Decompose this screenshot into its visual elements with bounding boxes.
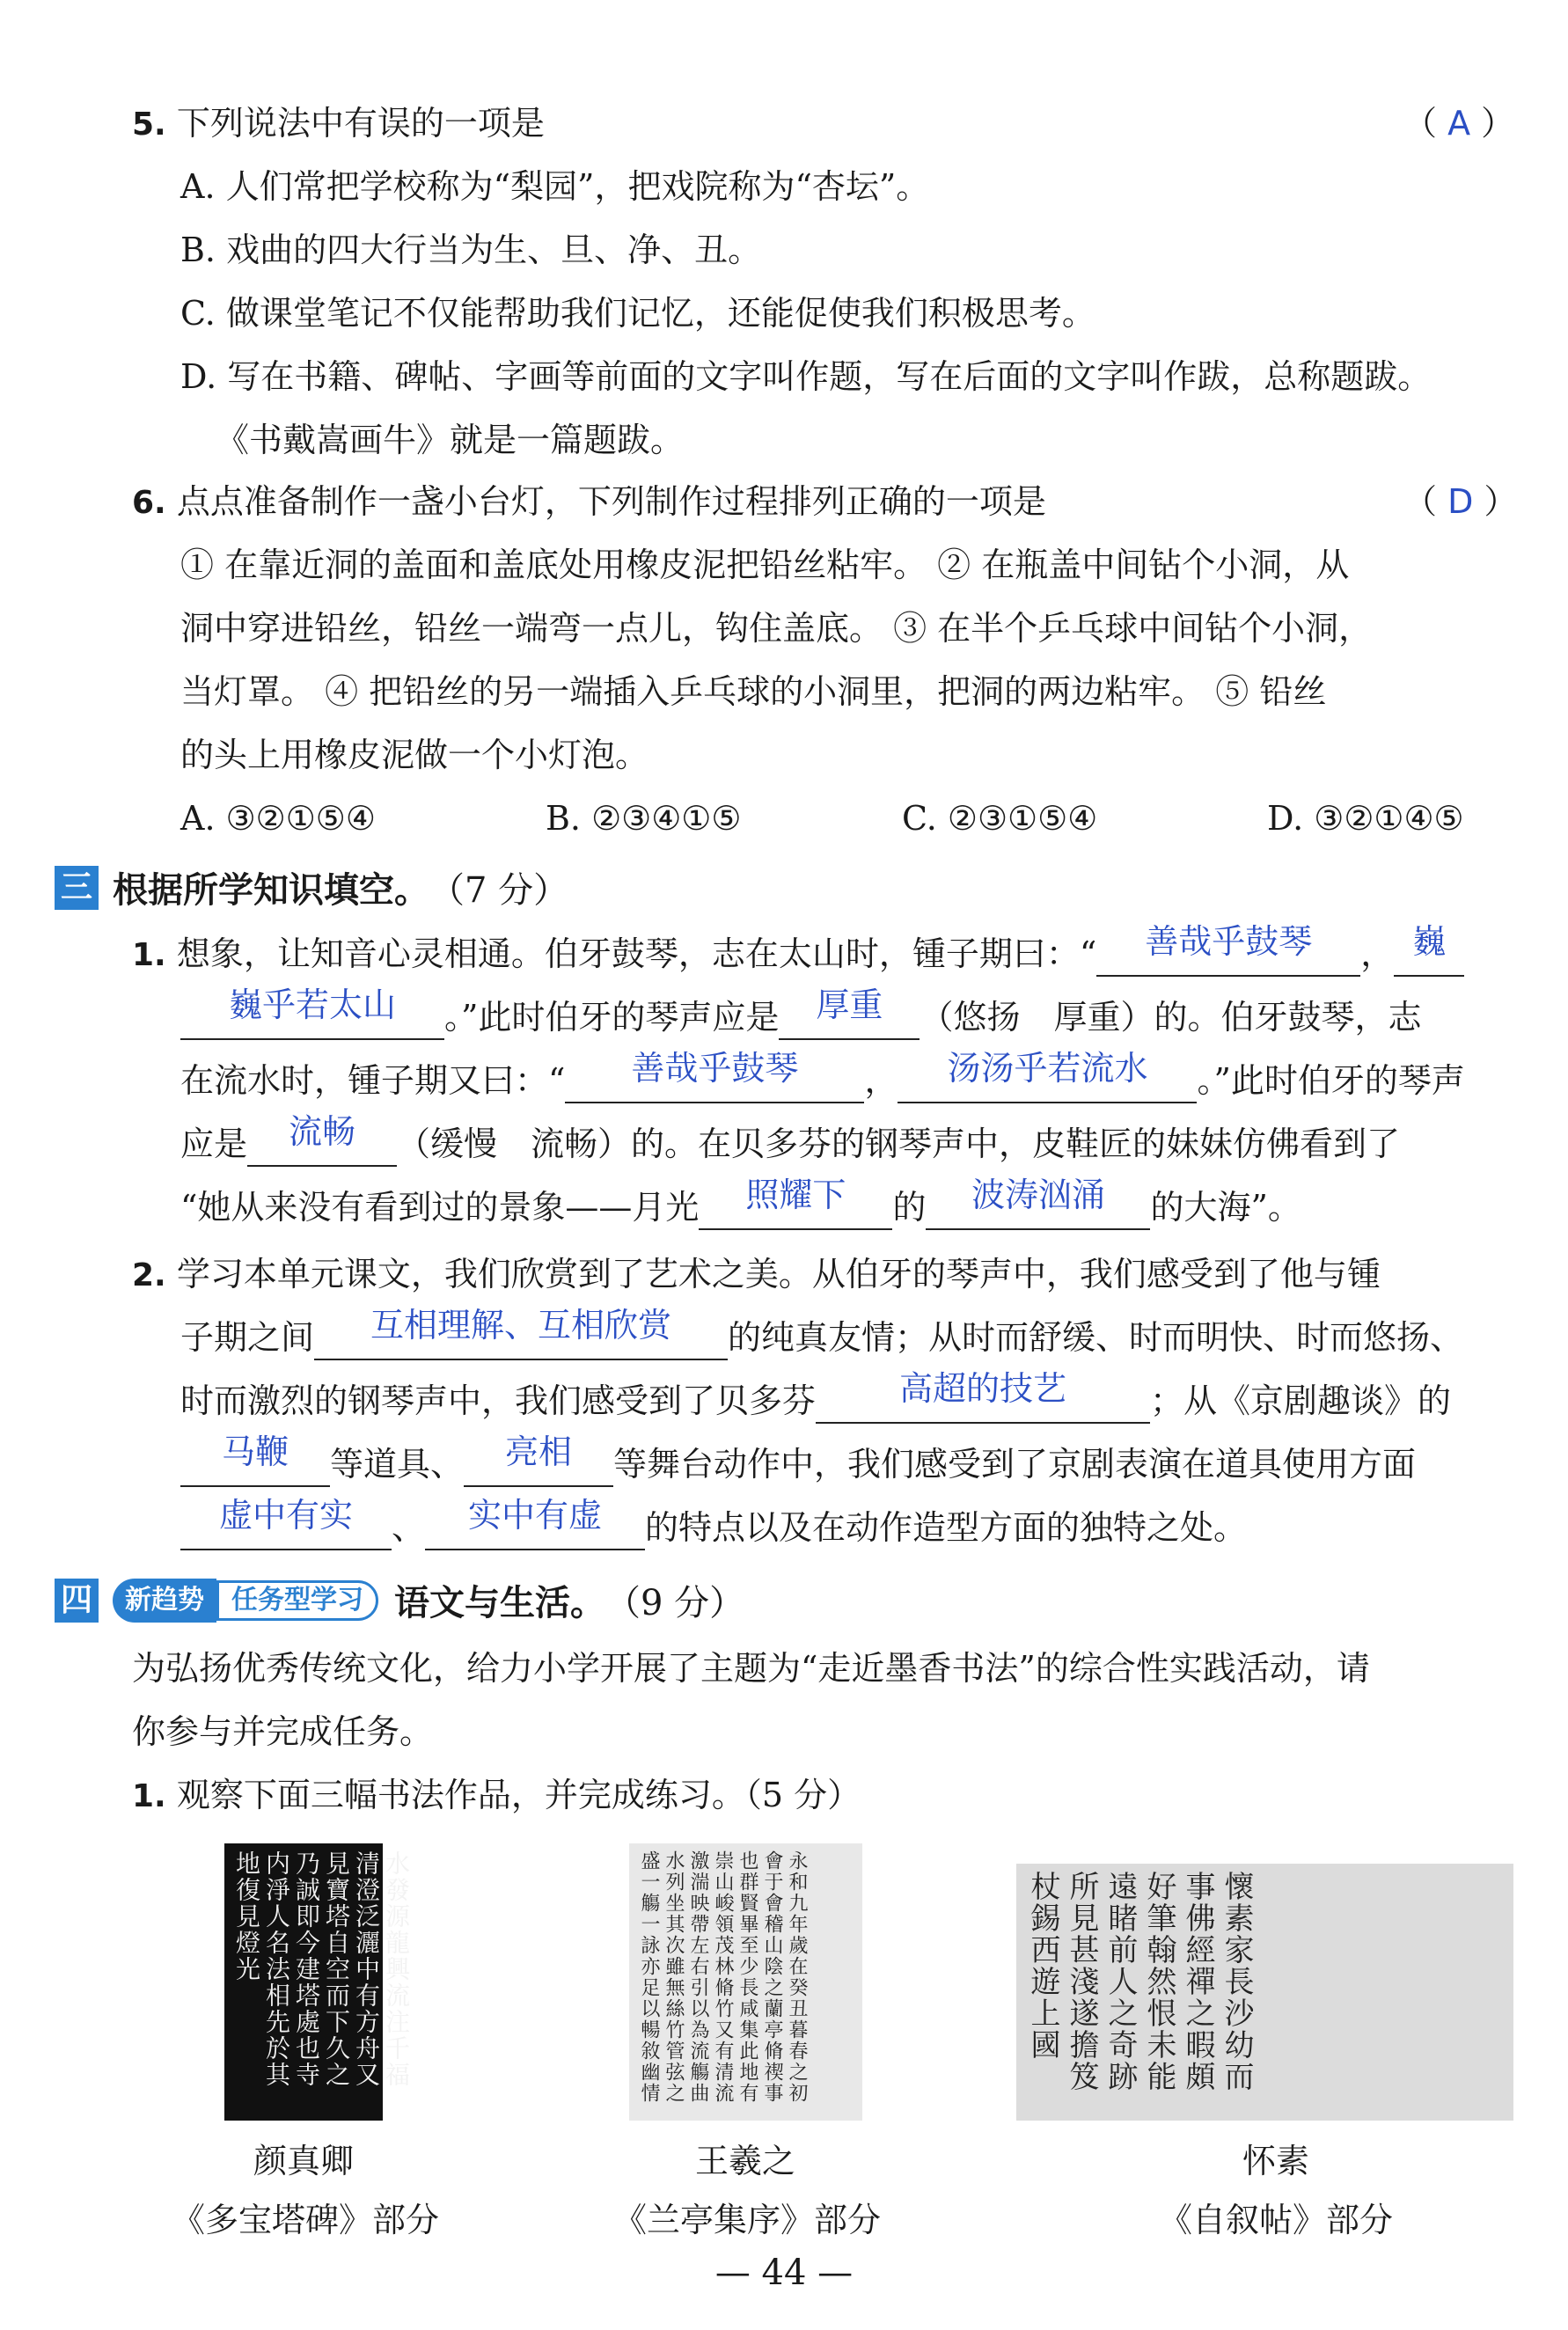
fill-blank[interactable]	[1394, 922, 1464, 977]
section4-number: 四	[55, 1579, 99, 1623]
q6-stem-text: 点点准备制作一盏小台灯，下列制作过程排列正确的一项是	[176, 482, 1046, 521]
calligraphy-image-lanting	[629, 1843, 862, 2121]
fill-blank[interactable]	[180, 1496, 392, 1550]
q5-number: 5.	[132, 106, 166, 143]
section3-title: 根据所学知识填空。	[113, 870, 429, 911]
q6-answer: D	[1447, 482, 1474, 521]
q5-stem	[132, 99, 545, 150]
s3-q2-text: 等舞台动作中，我们感受到了京剧表演在道具使用方面	[613, 1445, 1417, 1484]
blank-answer: 善哉乎鼓琴	[1145, 922, 1313, 961]
s3-q1-text: ，	[864, 1061, 898, 1100]
blank-answer: 波涛汹涌	[971, 1176, 1105, 1214]
fill-blank[interactable]	[816, 1369, 1150, 1424]
task-badge: 任务型学习	[216, 1580, 378, 1621]
calligraphy-chars: 懷素家長沙幼而事佛經禪之暇頗好筆翰然恨未能遠睹前人之奇跡所見甚淺遂擔笈杖錫西遊上國	[1025, 1871, 1254, 2092]
s3-q1-text: 想象，让知音心灵相通。伯牙鼓琴，志在太山时，锺子期曰：“	[176, 934, 1097, 973]
s4-q1-number: 1.	[132, 1778, 166, 1814]
work-title: 《自叙帖》部分	[1158, 2201, 1393, 2239]
s4-q1	[132, 1770, 861, 1821]
section4-header	[55, 1575, 744, 1625]
section3-score: （7 分）	[429, 870, 569, 911]
fill-blank[interactable]	[247, 1112, 397, 1167]
section4-intro: 你参与并完成任务。	[132, 1712, 434, 1751]
blank-answer: 实中有虚	[468, 1496, 603, 1535]
s3-q1-text: （缓慢 流畅）的。在贝多芬的钢琴声中，皮鞋匠的妹妹仿佛看到了	[397, 1125, 1401, 1163]
blank-answer: 汤汤乎若流水	[947, 1049, 1148, 1088]
s3-q2-text: 的纯真友情；从时而舒缓、时而明快、时而悠扬、	[728, 1318, 1464, 1357]
work-author: 怀素	[1242, 2142, 1309, 2180]
blank-answer: 高超的技艺	[899, 1369, 1067, 1408]
s3-q2-text: 的特点以及在动作造型方面的独特之处。	[645, 1508, 1248, 1547]
fill-blank[interactable]	[779, 985, 920, 1040]
fill-blank[interactable]	[699, 1176, 892, 1230]
fill-blank[interactable]	[565, 1049, 864, 1103]
s3-q2-text: ；从《京剧趣谈》的	[1150, 1381, 1452, 1420]
s3-q1-line5	[180, 1176, 1301, 1232]
s3-q1-line1	[132, 922, 1464, 980]
s4-q1-text: 观察下面三幅书法作品，并完成练习。（5 分）	[176, 1776, 861, 1814]
section3-number: 三	[55, 866, 99, 910]
fill-blank[interactable]	[464, 1432, 613, 1487]
work-title: 《多宝塔碑》部分	[172, 2201, 440, 2239]
s3-q1-line2	[180, 985, 1422, 1042]
q6-number: 6.	[132, 485, 166, 521]
q6-option-b: B. ②③④①⑤	[546, 799, 742, 838]
calligraphy-image-zixu	[1016, 1864, 1513, 2121]
q5-option-d: D. 写在书籍、碑帖、字画等前面的文字叫作题，写在后面的文字叫作跋，总称题跋。	[180, 357, 1432, 396]
calligraphy-chars: 水發源龍興流注千福清澄泛灑中有方舟又見寶塔自空而下久之乃誠即今建塔處也寺内淨人名法相先於其地復見燈光	[232, 1850, 411, 2088]
q6-body-line: ① 在靠近洞的盖面和盖底处用橡皮泥把铅丝粘牢。 ② 在瓶盖中间钻个小洞，从	[180, 546, 1350, 584]
blank-answer: 照耀下	[745, 1176, 846, 1214]
fill-blank[interactable]	[180, 1432, 330, 1487]
s3-q1-text: 。”此时伯牙的琴声	[1197, 1061, 1465, 1100]
fill-blank[interactable]	[314, 1306, 728, 1360]
blank-answer: 善哉乎鼓琴	[631, 1049, 799, 1088]
fill-blank[interactable]	[926, 1176, 1150, 1230]
s3-q1-text: 应是	[180, 1125, 248, 1163]
blank-answer: 流畅	[289, 1112, 356, 1151]
blank-answer: 马鞭	[221, 1432, 289, 1471]
q5-answer: A	[1447, 104, 1471, 143]
q6-option-c: C. ②③①⑤④	[902, 799, 1098, 838]
s3-q1-text: “她从来没有看到过的景象——月光	[180, 1188, 700, 1227]
q6-body-line: 当灯罩。 ④ 把铅丝的另一端插入乒乓球的小洞里，把洞的两边粘牢。 ⑤ 铅丝	[180, 672, 1327, 711]
fill-blank[interactable]	[425, 1496, 645, 1550]
section4-score: （9 分）	[605, 1583, 745, 1623]
fill-blank[interactable]	[1096, 922, 1360, 977]
q5-option-d-cont: 《书戴嵩画牛》就是一篇题跋。	[216, 421, 685, 459]
s3-q2-text: 、	[392, 1508, 426, 1547]
s3-q1-text: 的	[892, 1188, 927, 1227]
work-author: 颜真卿	[253, 2142, 354, 2180]
s3-q1-number: 1.	[132, 937, 166, 973]
s3-q2-line5	[180, 1496, 1248, 1552]
q5-option-b: B. 戏曲的四大行当为生、旦、净、丑。	[180, 231, 762, 269]
s3-q1-text: 。”此时伯牙的琴声应是	[444, 998, 780, 1037]
s3-q1-text: （悠扬 厚重）的。伯牙鼓琴，志	[920, 998, 1422, 1037]
calligraphy-chars: 永和九年歲在癸丑暮春之初會于會稽山陰之蘭亭脩禊事也群賢畢至少長咸集此地有崇山峻領茂林脩竹又有清流激湍映帶左右引以為流觴曲水列坐其次雖無絲竹管弦之盛一觴一詠亦足以暢敘幽情	[638, 1850, 808, 2104]
blank-answer: 亮相	[505, 1432, 573, 1471]
s3-q2-text: 子期之间	[180, 1318, 315, 1357]
q6-body-line: 洞中穿进铅丝，铅丝一端弯一点儿，钩住盖底。 ③ 在半个乒乓球中间钻个小洞，	[180, 609, 1373, 648]
s3-q1-text: 在流水时，锺子期又曰：“	[180, 1061, 566, 1100]
q6-option-a: A. ③②①⑤④	[180, 799, 376, 838]
s3-q2-line4	[180, 1432, 1417, 1489]
section4-intro: 为弘扬优秀传统文化，给力小学开展了主题为“走近墨香书法”的综合性实践活动，请	[132, 1649, 1370, 1688]
q6-answer-box: （ D ）	[1403, 482, 1518, 521]
blank-answer: 互相理解、互相欣赏	[370, 1306, 672, 1345]
s3-q2-number: 2.	[132, 1257, 166, 1293]
page-number: — 44 —	[714, 2253, 854, 2293]
section3-header	[55, 862, 568, 912]
q5-option-a: A. 人们常把学校称为“梨园”，把戏院称为“杏坛”。	[180, 167, 930, 206]
s3-q1-text: ，	[1360, 934, 1395, 973]
work-title: 《兰亭集序》部分	[613, 2201, 882, 2239]
s3-q2-line3	[180, 1369, 1452, 1425]
s3-q2-line1	[132, 1249, 1381, 1301]
blank-answer: 厚重	[816, 985, 883, 1024]
s3-q2-line2	[180, 1306, 1464, 1362]
s3-q2-text: 等道具、	[330, 1445, 465, 1484]
q5-option-c: C. 做课堂笔记不仅能帮助我们记忆，还能促使我们积极思考。	[180, 294, 1095, 333]
section4-title: 语文与生活。	[394, 1583, 605, 1623]
s3-q1-line4	[180, 1112, 1401, 1169]
q6-option-d: D. ③②①④⑤	[1267, 799, 1464, 838]
s3-q1-line3	[180, 1049, 1465, 1105]
blank-answer: 巍	[1412, 922, 1447, 961]
s3-q2-text: 时而激烈的钢琴声中，我们感受到了贝多芬	[180, 1381, 817, 1420]
fill-blank[interactable]	[180, 985, 444, 1040]
q5-answer-box: （ A ）	[1403, 104, 1515, 143]
work-author: 王羲之	[694, 2142, 795, 2180]
q6-stem	[132, 477, 1046, 528]
calligraphy-image-duobao	[224, 1843, 411, 2121]
q6-body-line: 的头上用橡皮泥做一个小灯泡。	[180, 736, 649, 774]
q5-stem-text: 下列说法中有误的一项是	[176, 104, 545, 143]
trend-badge: 新趋势	[113, 1579, 216, 1623]
fill-blank[interactable]	[898, 1049, 1197, 1103]
blank-answer: 巍乎若太山	[228, 985, 396, 1024]
blank-answer: 虚中有实	[218, 1496, 353, 1535]
s3-q1-text: 的大海”。	[1150, 1188, 1301, 1227]
s3-q2-text: 学习本单元课文，我们欣赏到了艺术之美。从伯牙的琴声中，我们感受到了他与锺	[176, 1255, 1381, 1293]
